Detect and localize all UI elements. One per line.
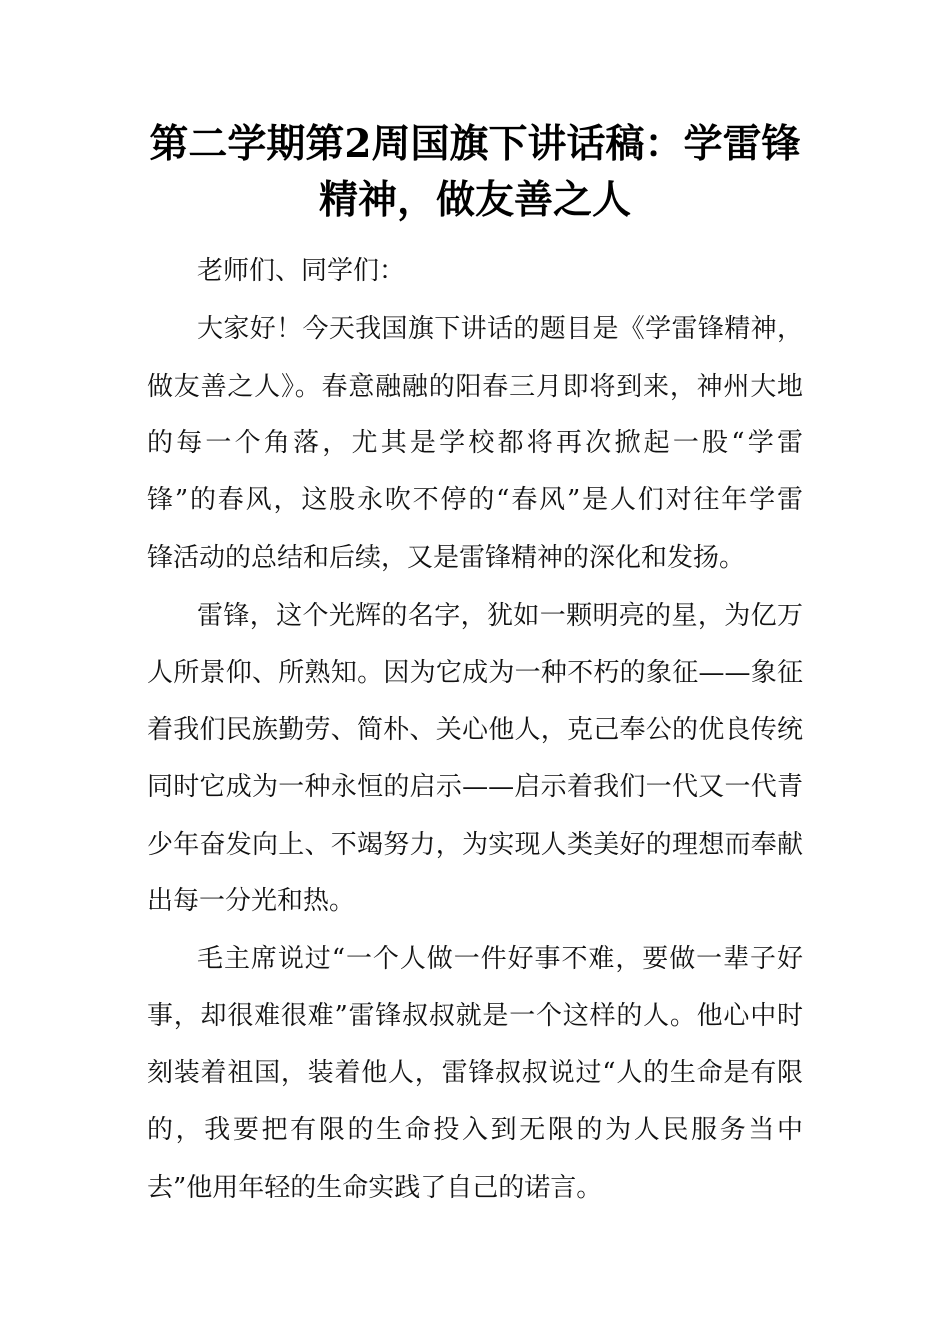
paragraph-2-line-6: 出每一分光和热。 [147, 886, 356, 916]
paragraph-2-line-5: 少年奋发向上、不竭努力，为实现人类美好的理想而奉献 [147, 830, 803, 860]
paragraph-1-line-2: 做友善之人》。春意融融的阳春三月即将到来，神州大地 [147, 372, 803, 402]
salutation: 老师们、同学们： [197, 256, 406, 286]
paragraph-1-line-5: 锋活动的总结和后续，又是雷锋精神的深化和发扬。 [147, 543, 746, 573]
paragraph-3-line-1: 毛主席说过“一个人做一件好事不难，要做一辈子好 [197, 944, 803, 974]
paragraph-3-line-3: 刻装着祖国，装着他人，雷锋叔叔说过“人的生命是有限 [147, 1058, 803, 1088]
document-title-line-1: 第二学期第2周国旗下讲话稿：学雷锋 [149, 121, 801, 167]
paragraph-1-line-3: 的每一个角落，尤其是学校都将再次掀起一股“学雷 [147, 428, 803, 458]
paragraph-1-line-1: 大家好！今天我国旗下讲话的题目是《学雷锋精神， [197, 314, 803, 344]
paragraph-3-line-5: 去”他用年轻的生命实践了自己的诺言。 [147, 1173, 603, 1203]
document-title-line-2: 精神，做友善之人 [318, 177, 631, 223]
paragraph-2-line-3: 着我们民族勤劳、简朴、关心他人，克己奉公的优良传统 [147, 715, 803, 745]
paragraph-2-line-2: 人所景仰、所熟知。因为它成为一种不朽的象征——象征 [147, 658, 803, 688]
paragraph-3-line-4: 的，我要把有限的生命投入到无限的为人民服务当中 [147, 1115, 803, 1145]
paragraph-2-line-1: 雷锋，这个光辉的名字，犹如一颗明亮的星，为亿万 [197, 601, 803, 631]
paragraph-3-line-2: 事，却很难很难”雷锋叔叔就是一个这样的人。他心中时 [147, 1001, 803, 1031]
paragraph-2-line-4: 同时它成为一种永恒的启示——启示着我们一代又一代青 [147, 772, 803, 802]
paragraph-1-line-4: 锋”的春风，这股永吹不停的“春风”是人们对往年学雷 [147, 485, 803, 515]
